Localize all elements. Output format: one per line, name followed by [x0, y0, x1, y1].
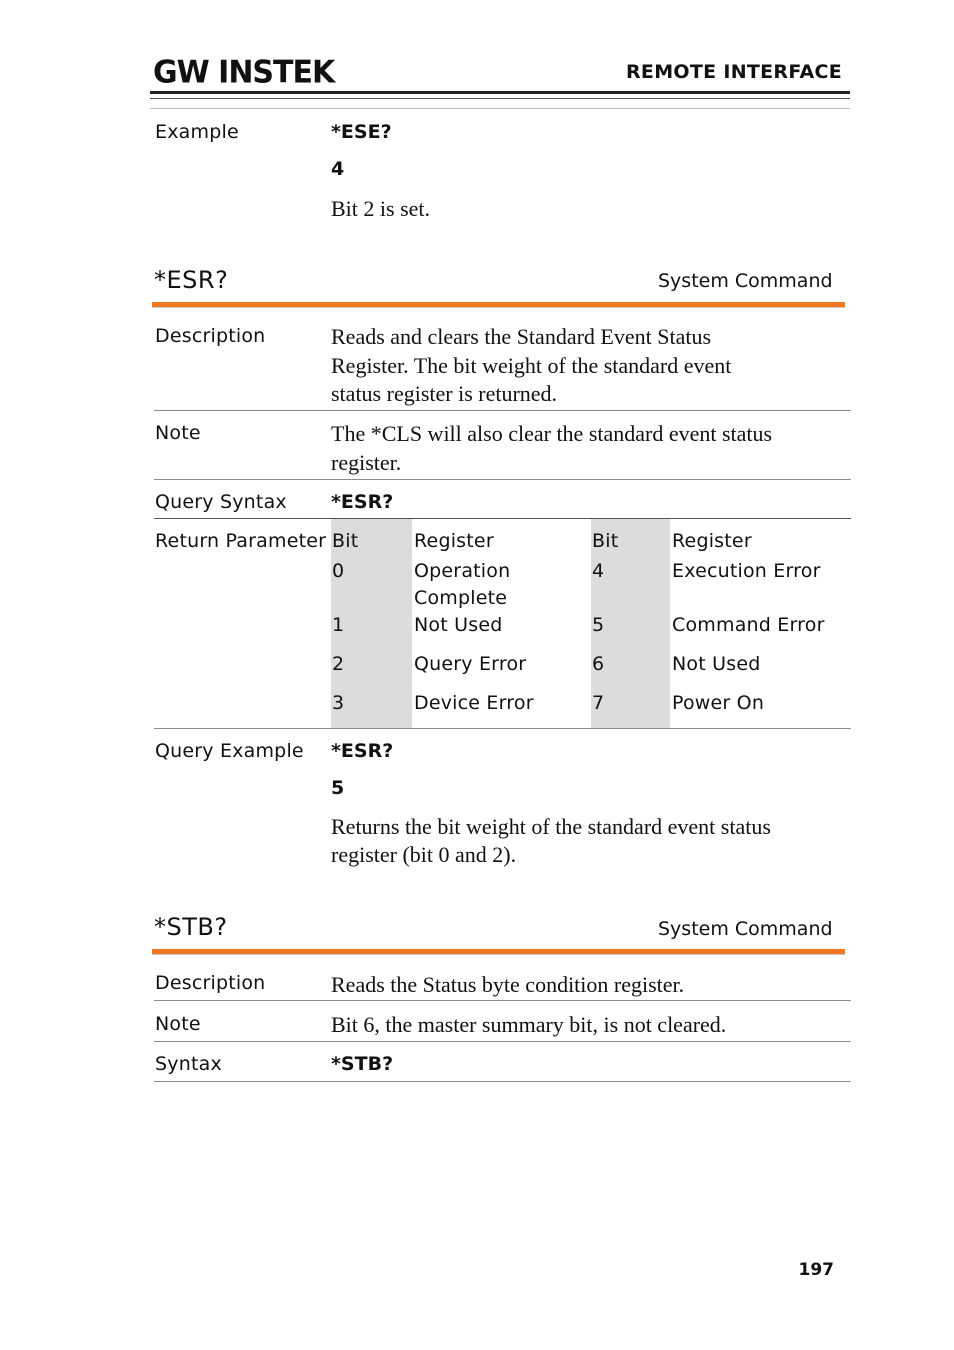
section-title: REMOTE INTERFACE — [626, 61, 842, 83]
divider — [154, 479, 851, 480]
company-logo: GW INSTEK — [153, 54, 335, 91]
header-rule-thin — [150, 98, 850, 99]
table-cell-bit: 2 — [332, 653, 345, 675]
esr-query-example-line2: register (bit 0 and 2). — [331, 842, 517, 867]
esr-query-example-line1: Returns the bit weight of the standard event status — [331, 814, 771, 839]
table-header-bit: Bit — [592, 530, 619, 552]
divider — [154, 410, 851, 411]
table-cell-register: Execution Error — [672, 560, 821, 582]
table-cell-bit: 0 — [332, 560, 345, 582]
esr-description-label: Description — [155, 325, 266, 347]
stb-type: System Command — [658, 918, 833, 940]
esr-type: System Command — [658, 270, 833, 292]
esr-return-label: Return Parameter — [155, 530, 327, 552]
esr-note-line1: The *CLS will also clear the standard event status — [331, 421, 773, 446]
stb-syntax: *STB? — [331, 1053, 394, 1075]
esr-title: *ESR? — [154, 266, 229, 294]
stb-note: Bit 6, the master summary bit, is not cleared. — [331, 1012, 727, 1037]
table-cell-register: Query Error — [414, 653, 527, 675]
esr-description-line3: status register is returned. — [331, 381, 558, 406]
table-header-register: Register — [414, 530, 494, 552]
esr-query-syntax-label: Query Syntax — [155, 491, 287, 513]
esr-query-example-command: *ESR? — [331, 740, 394, 762]
esr-description-line2: Register. The bit weight of the standard event — [331, 353, 732, 378]
table-cell-bit: 5 — [592, 614, 605, 636]
table-header-bit: Bit — [332, 530, 359, 552]
esr-note-line2: register. — [331, 450, 402, 475]
table-cell-bit: 1 — [332, 614, 345, 636]
page-number: 197 — [798, 1260, 834, 1280]
example-command: *ESE? — [331, 121, 392, 143]
stb-description-label: Description — [155, 972, 266, 994]
divider — [154, 728, 851, 729]
table-cell-bit: 3 — [332, 692, 345, 714]
table-cell-register: Device Error — [414, 692, 534, 714]
header-rule-light — [150, 108, 850, 109]
esr-title-rule — [152, 302, 845, 308]
table-cell-bit: 6 — [592, 653, 605, 675]
example-label: Example — [155, 121, 239, 143]
divider — [154, 1041, 851, 1042]
esr-query-example-response: 5 — [331, 777, 345, 799]
esr-query-example-label: Query Example — [155, 740, 304, 762]
table-cell-register: Not Used — [672, 653, 761, 675]
stb-title: *STB? — [154, 913, 228, 941]
table-cell-register: Operation — [414, 560, 511, 582]
divider — [154, 518, 851, 519]
stb-syntax-label: Syntax — [155, 1053, 222, 1075]
esr-query-syntax: *ESR? — [331, 491, 394, 513]
table-cell-register: Not Used — [414, 614, 503, 636]
table-cell-bit: 7 — [592, 692, 605, 714]
table-cell-register: Command Error — [672, 614, 825, 636]
header-rule-thick — [150, 91, 850, 94]
stb-note-label: Note — [155, 1013, 201, 1035]
table-header-register: Register — [672, 530, 752, 552]
divider — [154, 1081, 851, 1082]
example-response: 4 — [331, 158, 345, 180]
table-cell-register: Power On — [672, 692, 765, 714]
divider — [154, 1000, 851, 1001]
esr-note-label: Note — [155, 422, 201, 444]
stb-title-rule — [152, 949, 845, 955]
table-cell-register: Complete — [414, 587, 508, 609]
esr-description-line1: Reads and clears the Standard Event Status — [331, 324, 712, 349]
example-explanation: Bit 2 is set. — [331, 196, 431, 221]
stb-description: Reads the Status byte condition register. — [331, 972, 685, 997]
table-cell-bit: 4 — [592, 560, 605, 582]
